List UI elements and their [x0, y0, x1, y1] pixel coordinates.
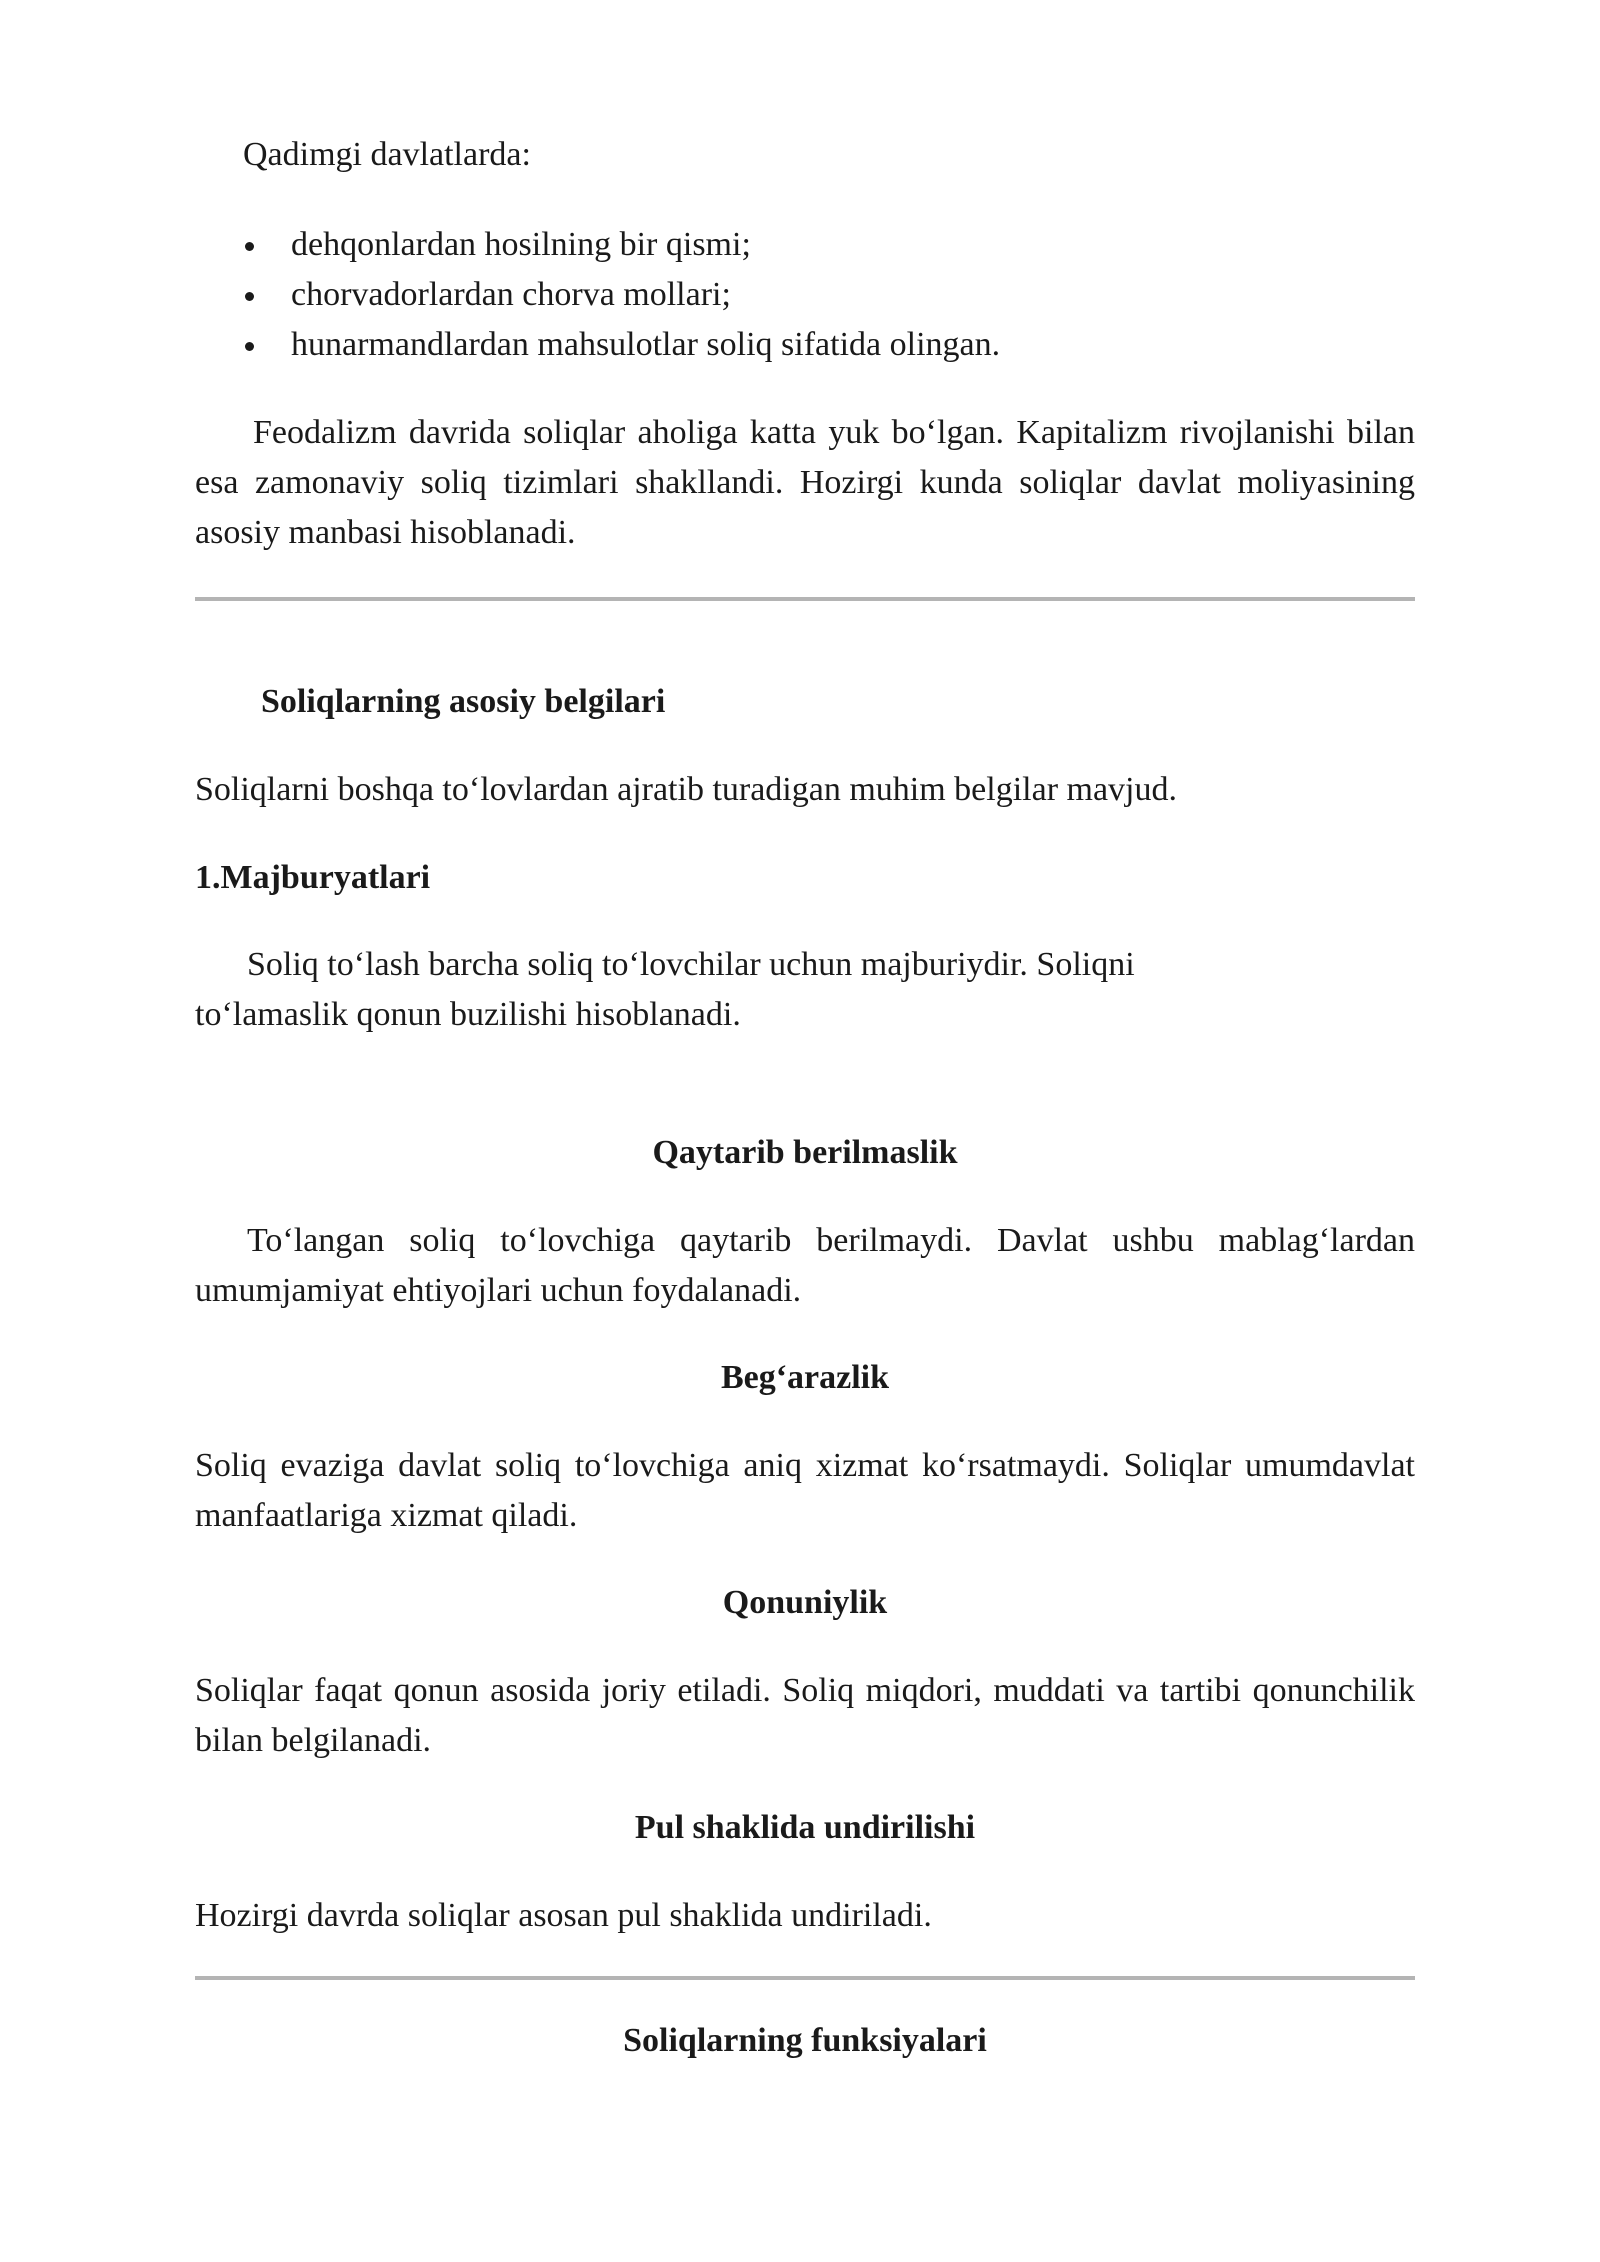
section-title: Soliqlarning asosiy belgilari — [261, 683, 666, 720]
bullet-icon — [245, 342, 254, 351]
feature-title: Qaytarib berilmaslik — [652, 1134, 958, 1171]
bullet-icon — [245, 292, 254, 301]
bullet-icon — [245, 242, 254, 251]
section-title: Soliqlarning funksiyalari — [623, 2022, 987, 2059]
intro-bullet-list — [195, 220, 1415, 370]
intro-paragraph: Feodalizm davrida soliqlar aholiga katta yuk bo‘lgan. Kapitalizm rivojlanishi bilan esa zamonaviy soliq tizimlari shakllandi. Hozirgi kunda soliqlar davlat moliyasining asosiy manbasi hisoblanadi. — [195, 414, 1415, 551]
feature-text: To‘langan soliq to‘lovchiga qaytarib berilmaydi. Davlat ushbu mablag‘lardan umumjamiyat ehtiyojlari uchun foydalanadi. — [195, 1222, 1415, 1309]
feature-title: Qonuniylik — [722, 1584, 888, 1621]
section-divider — [195, 1976, 1415, 1980]
list-item-text: hunarmandlardan mahsulotlar soliq sifatida olingan. — [291, 326, 1001, 363]
list-item — [195, 220, 1415, 270]
feature-title: Pul shaklida undirilishi — [634, 1809, 976, 1846]
list-item — [195, 270, 1415, 320]
feature-text: Soliq to‘lash barcha soliq to‘lovchilar uchun majburiydir. Soliqni to‘lamaslik qonun buzilishi hisoblanadi. — [195, 946, 1135, 1033]
list-item-text: chorvadorlardan chorva mollari; — [291, 276, 731, 313]
feature-text: Hozirgi davrda soliqlar asosan pul shaklida undiriladi. — [195, 1897, 932, 1934]
feature-text: Soliqlar faqat qonun asosida joriy etiladi. Soliq miqdori, muddati va tartibi qonunchilik bilan belgilanadi. — [195, 1672, 1415, 1759]
feature-title: Beg‘arazlik — [720, 1359, 890, 1396]
list-item — [195, 320, 1415, 370]
section-lead: Soliqlarni boshqa to‘lovlardan ajratib turadigan muhim belgilar mavjud. — [195, 771, 1177, 808]
list-item-text: dehqonlardan hosilning bir qismi; — [291, 226, 751, 263]
feature-text: Soliq evaziga davlat soliq to‘lovchiga aniq xizmat ko‘rsatmaydi. Soliqlar umumdavlat manfaatlariga xizmat qiladi. — [195, 1447, 1415, 1534]
section-divider — [195, 597, 1415, 601]
intro-label: Qadimgi davlatlarda: — [243, 136, 531, 173]
feature-title: 1.Majburyatlari — [195, 859, 431, 896]
